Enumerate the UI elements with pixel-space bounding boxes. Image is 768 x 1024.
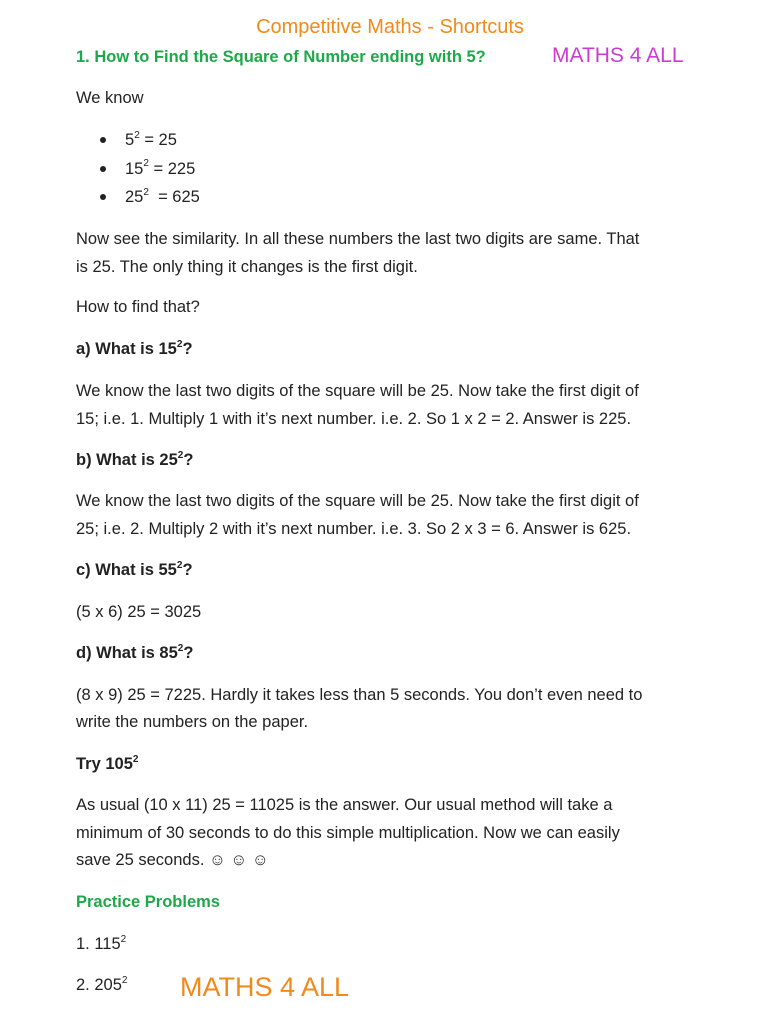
answer-a-line: We know the last two digits of the square will be 25. Now take the first digit of [76,382,639,400]
try-heading: Try $105^2$ [76,753,139,773]
answer-b-line: 25; i.e. 2. Multiply 2 with it’s next number. i.e. 3. So 2 x 3 = 6. Answer is 625. [76,520,632,538]
page-title: Competitive Maths - Shortcuts [256,16,524,38]
answer-b-line: We know the last two digits of the square will be 25. Now take the first digit of [76,492,639,510]
brand-watermark-bottom: MATHS 4 ALL [180,972,350,1002]
question-a: a) What is $15^2$? [76,338,193,358]
answer-c: (5 x 6) 25 = 3025 [76,603,202,621]
question-b: b) What is $25^2$? [76,449,194,469]
practice-item: 2. $205^2$ [76,974,128,994]
brand-watermark-top: MATHS 4 ALL [552,44,684,67]
list-item: $15^2 = 225$ [100,159,200,188]
bullet-icon [100,166,106,172]
paragraph-line: is 25. The only thing it changes is the first digit. [76,258,418,276]
intro-text: We know [76,89,144,107]
section-heading: 1. How to Find the Square of Number ending with 5? [76,48,486,66]
practice-heading: Practice Problems [76,893,220,911]
answer-a-line: 15; i.e. 1. Multiply 1 with it’s next number. i.e. 2. So 1 x 2 = 2. Answer is 225. [76,410,632,428]
practice-item: 1. $115^2$ [76,933,127,953]
answer-d-line: (8 x 9) 25 = 7225. Hardly it takes less than 5 seconds. You don’t even need to [76,686,643,704]
list-item: $5^2 = 25$ [100,130,200,159]
usual-line: save 25 seconds. ☺ ☺ ☺ [76,851,269,869]
paragraph-line: Now see the similarity. In all these numbers the last two digits are same. That [76,230,640,248]
answer-d-line: write the numbers on the paper. [76,713,309,731]
how-to-text: How to find that? [76,298,200,316]
squares-list [100,130,200,216]
usual-line: As usual (10 x 11) 25 = 11025 is the answer. Our usual method will take a [76,796,613,814]
bullet-icon [100,194,106,200]
list-item: $25^2 = 625$ [100,187,200,216]
usual-line: minimum of 30 seconds to do this simple multiplication. Now we can easily [76,824,620,842]
bullet-icon [100,137,106,143]
question-d: d) What is $85^2$? [76,642,194,662]
question-c: c) What is $55^2$? [76,559,193,579]
